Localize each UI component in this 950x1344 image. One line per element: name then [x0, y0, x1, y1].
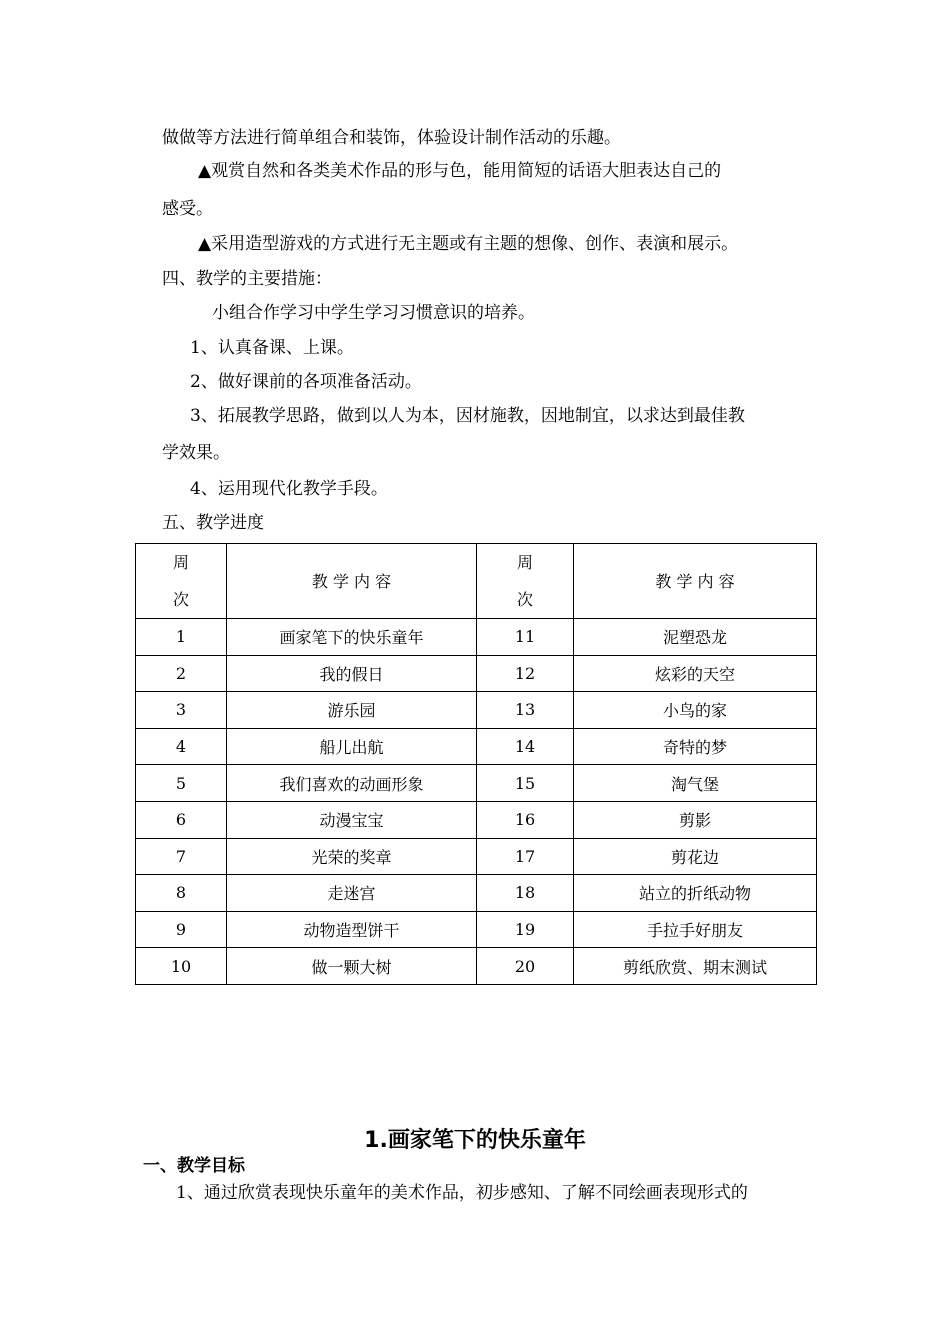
paragraph-line: 小组合作学习中学生学习习惯意识的培养。 — [212, 303, 535, 323]
week-header-cell: 周 次 — [477, 544, 574, 619]
content-cell: 做一颗大树 — [227, 948, 477, 985]
content-header-cell: 教 学 内 容 — [227, 544, 477, 619]
bullet-paragraph-line: ▲采用造型游戏的方式进行无主题或有主题的想像、创作、表演和展示。 — [198, 234, 739, 254]
content-cell: 走迷宫 — [227, 875, 477, 912]
content-cell: 炫彩的天空 — [574, 655, 817, 692]
content-cell: 剪花边 — [574, 838, 817, 875]
bullet-paragraph-line: ▲观赏自然和各类美术作品的形与色，能用简短的话语大胆表达自己的 — [198, 161, 722, 181]
section-heading: 五、教学进度 — [162, 513, 264, 533]
measure-item: 2、做好课前的各项准备活动。 — [190, 372, 422, 392]
week-cell: 15 — [477, 765, 574, 802]
table-row — [136, 801, 817, 838]
table-row — [136, 765, 817, 802]
week-cell: 7 — [136, 838, 227, 875]
content-cell: 船儿出航 — [227, 728, 477, 765]
content-cell: 奇特的梦 — [574, 728, 817, 765]
table-header-row — [136, 544, 817, 619]
measure-item: 4、运用现代化教学手段。 — [190, 479, 388, 499]
content-cell: 我们喜欢的动画形象 — [227, 765, 477, 802]
week-cell: 2 — [136, 655, 227, 692]
measure-item: 1、认真备课、上课。 — [190, 338, 354, 358]
week-cell: 1 — [136, 619, 227, 656]
week-cell: 16 — [477, 801, 574, 838]
week-cell: 5 — [136, 765, 227, 802]
content-cell: 剪纸欣赏、期末测试 — [574, 948, 817, 985]
content-cell: 手拉手好朋友 — [574, 911, 817, 948]
table-row — [136, 875, 817, 912]
week-cell: 9 — [136, 911, 227, 948]
content-header-cell: 教 学 内 容 — [574, 544, 817, 619]
table-row — [136, 948, 817, 985]
table-row — [136, 692, 817, 729]
paragraph-line: 感受。 — [162, 199, 213, 219]
content-cell: 画家笔下的快乐童年 — [227, 619, 477, 656]
table-row — [136, 655, 817, 692]
content-cell: 动漫宝宝 — [227, 801, 477, 838]
measure-item: 3、拓展教学思路，做到以人为本，因材施教，因地制宜，以求达到最佳教 — [190, 406, 745, 426]
content-cell: 小鸟的家 — [574, 692, 817, 729]
week-cell: 4 — [136, 728, 227, 765]
week-cell: 18 — [477, 875, 574, 912]
table-row — [136, 838, 817, 875]
week-cell: 11 — [477, 619, 574, 656]
week-cell: 20 — [477, 948, 574, 985]
table-row — [136, 728, 817, 765]
schedule-table — [135, 543, 817, 985]
week-cell: 10 — [136, 948, 227, 985]
content-cell: 我的假日 — [227, 655, 477, 692]
measure-item-continued: 学效果。 — [162, 443, 230, 463]
content-cell: 游乐园 — [227, 692, 477, 729]
week-cell: 3 — [136, 692, 227, 729]
week-cell: 8 — [136, 875, 227, 912]
content-cell: 剪影 — [574, 801, 817, 838]
lesson-goal-line: 1、通过欣赏表现快乐童年的美术作品，初步感知、了解不同绘画表现形式的 — [176, 1183, 748, 1203]
content-cell: 光荣的奖章 — [227, 838, 477, 875]
content-cell: 站立的折纸动物 — [574, 875, 817, 912]
week-cell: 13 — [477, 692, 574, 729]
paragraph-line: 做做等方法进行简单组合和装饰，体验设计制作活动的乐趣。 — [162, 128, 621, 148]
lesson-section-heading: 一、教学目标 — [143, 1156, 245, 1176]
table-row — [136, 911, 817, 948]
week-cell: 19 — [477, 911, 574, 948]
content-cell: 动物造型饼干 — [227, 911, 477, 948]
week-cell: 14 — [477, 728, 574, 765]
section-heading: 四、教学的主要措施： — [162, 269, 332, 289]
week-cell: 6 — [136, 801, 227, 838]
content-cell: 泥塑恐龙 — [574, 619, 817, 656]
week-cell: 12 — [477, 655, 574, 692]
lesson-title: 1.画家笔下的快乐童年 — [364, 1128, 586, 1153]
week-cell: 17 — [477, 838, 574, 875]
content-cell: 淘气堡 — [574, 765, 817, 802]
week-header-cell: 周 次 — [136, 544, 227, 619]
table-row — [136, 619, 817, 656]
